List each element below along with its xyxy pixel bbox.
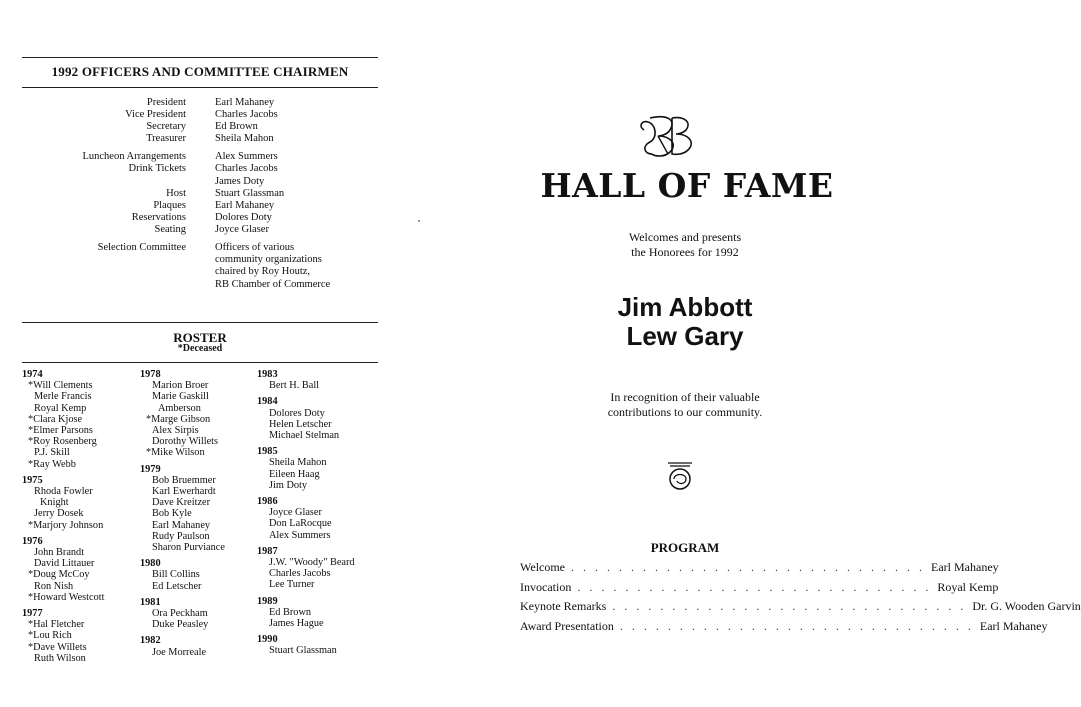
roster-name: Ed Brown [269,606,312,618]
roster-name: Duke Peasley [152,619,209,631]
roster-name: Ed Letscher [152,580,202,592]
dot-leader: . . . . . . . . . . . . . . . . . . . . . . . . . . . . . . [612,599,967,613]
roster-year: 1979 [140,463,161,475]
roster-year: 1980 [140,558,161,570]
program-item-label: Keynote Remarks [520,599,607,613]
program-item-label: Welcome [520,560,566,574]
officer-role: Secretary [146,121,186,132]
roster-name: Alex Summers [269,529,331,541]
program-item [520,619,1048,634]
roster-name: Ora Peckham [152,608,208,620]
roster-name: Jim Doty [269,479,308,491]
roster-name: Joyce Glaser [269,507,322,519]
officer-name: Charles Jacobs [215,163,278,174]
roster-name: *Doug McCoy [28,569,90,581]
honoree-1: Jim Abbott [617,292,753,322]
roster-name: David Littauer [34,558,95,570]
roster-name: Rhoda Fowler [34,486,93,498]
top-rule [22,57,378,58]
welcome-line-2: the Honorees for 1992 [631,245,739,259]
officer-role: Vice President [125,109,186,120]
roster-year: 1976 [22,535,43,547]
roster-name: *Howard Westcott [28,591,105,603]
roster-year: 1983 [257,369,278,380]
roster-name: Joe Morreale [152,646,207,658]
officer-name: Earl Mahaney [215,200,275,211]
roster-year: 1982 [140,635,161,647]
roster-name: James Hague [269,618,324,630]
roster-year: 1975 [22,474,43,486]
roster-bottom-rule [22,362,378,363]
officer-role: Treasurer [146,133,186,144]
roster-name: Rudy Paulson [152,530,210,542]
roster-name: Ron Nish [34,580,74,592]
roster-name: Stuart Glassman [269,645,337,657]
roster-year: 1977 [22,608,43,620]
roster-name: *Roy Rosenberg [28,436,97,448]
officers-title: 1992 OFFICERS AND COMMITTEE CHAIRMEN [51,64,349,79]
roster-name: Dolores Doty [269,407,325,419]
officer-role: Host [166,188,186,199]
recognition-text [540,390,830,420]
officer-name: James Doty [215,176,265,187]
officer-role: Drink Tickets [128,163,186,174]
officer-role: Seating [154,224,186,235]
program-title: PROGRAM [650,540,720,555]
roster-name: *Mike Wilson [146,447,205,459]
program-item [520,599,1081,614]
roster-name: *Will Clements [28,380,93,392]
officer-name: Joyce Glaser [215,224,269,235]
officer-name: Alex Summers [215,151,278,162]
program-item [520,580,999,595]
officer-role: Luncheon Arrangements [82,151,186,162]
honoree-2: Lew Gary [626,321,744,351]
roster-name: *Marjory Johnson [28,519,104,531]
roster-name: P.J. Skill [34,447,70,459]
officer-role: Reservations [131,212,186,223]
officer-name: Stuart Glassman [215,188,285,199]
roster-name: *Ray Webb [28,458,76,470]
roster-year: 1978 [140,369,161,380]
recognition-line-2: contributions to our community. [607,405,763,419]
officer-name: chaired by Roy Houtz, [215,266,311,277]
roster-year: 1981 [140,596,161,608]
program-item-presenter: Earl Mahaney [979,619,1048,633]
roster-name: J.W. "Woody" Beard [269,557,355,569]
roster-name: Sharon Purviance [152,542,225,554]
roster-title: ROSTER [173,330,227,345]
roster-name: Marion Broer [152,380,209,392]
roster-deceased-note: *Deceased [177,343,223,354]
officer-role: Selection Committee [97,242,186,253]
recognition-line-1: In recognition of their valuable [610,390,760,404]
roster-name: Dave Kreitzer [152,497,211,509]
roster-name: *Elmer Parsons [28,425,93,437]
roster-top-rule [22,322,378,323]
officers-title-rule [22,87,378,88]
dot-leader: . . . . . . . . . . . . . . . . . . . . . . . . . . . . . . [571,560,926,574]
roster-name: John Brandt [34,547,85,559]
roster-name: Bob Bruemmer [152,474,216,486]
roster-year: 1989 [257,595,278,607]
officer-name: Ed Brown [215,121,258,132]
roster-name: Amberson [158,402,201,414]
roster-name: Royal Kemp [34,402,87,414]
roster-name: *Marge Gibson [146,413,211,425]
program-item [520,560,999,575]
roster-name: *Clara Kjose [28,413,83,425]
officer-name: community organizations [215,254,322,265]
welcome-line-1: Welcomes and presents [628,230,742,244]
roster-name: Ruth Wilson [34,652,86,664]
roster-name: *Hal Fletcher [28,619,85,631]
roster-name: Don LaRocque [269,518,332,530]
roster-name: Sheila Mahon [269,457,327,469]
roster-name: Earl Mahaney [152,519,211,531]
officer-name: Sheila Mahon [215,133,274,144]
roster-name: Bob Kyle [152,508,192,520]
officer-name: RB Chamber of Commerce [215,279,331,290]
roster-name: Marie Gaskill [152,391,209,403]
roster-name: Bill Collins [152,569,200,581]
roster-name: Merle Francis [34,391,92,403]
roster-name: Bert H. Ball [269,380,320,392]
roster-name: Knight [40,497,69,509]
program-item-presenter: Earl Mahaney [931,560,999,574]
roster-year: 1987 [257,545,278,557]
roster-name: *Lou Rich [28,630,72,642]
hall-of-fame-title: HALL OF FAME [540,166,834,205]
ornament-icon [660,455,700,495]
roster-column-2 [140,369,225,658]
officer-name: Dolores Doty [215,212,272,223]
fold-mark [418,220,420,222]
roster-name: *Dave Willets [28,641,87,653]
officer-role: Plaques [153,200,186,211]
rb-logo [622,110,712,160]
officer-name: Earl Mahaney [215,97,275,108]
roster-column-1 [22,369,104,664]
roster-name: Eileen Haag [269,468,320,480]
roster-name: Karl Ewerhardt [152,486,216,498]
roster-name: Alex Sirpis [152,425,199,437]
roster-year: 1985 [257,446,278,458]
welcome-text [540,230,830,260]
roster-name: Lee Turner [269,579,315,591]
roster-year: 1984 [257,396,278,408]
roster-name: Michael Stelman [269,430,340,442]
roster-year: 1974 [22,369,43,380]
officer-role: President [146,97,186,108]
roster-year: 1990 [257,634,278,646]
program-item-presenter: Dr. G. Wooden Garvin [972,599,1081,613]
roster-column-3 [257,369,355,657]
roster-year: 1986 [257,496,278,508]
officer-name: Officers of various [215,242,295,253]
roster-name: Dorothy Willets [152,436,219,448]
program-item-label: Award Presentation [520,619,614,633]
dot-leader: . . . . . . . . . . . . . . . . . . . . . . . . . . . . . . [619,619,974,633]
officer-name: Charles Jacobs [215,109,278,120]
roster-name: Jerry Dosek [34,508,84,520]
program-item-label: Invocation [520,580,572,594]
roster-name: Charles Jacobs [269,568,331,580]
dot-leader: . . . . . . . . . . . . . . . . . . . . . . . . . . . . . . [577,580,932,594]
roster-name: Helen Letscher [269,418,332,430]
program-item-presenter: Royal Kemp [937,580,999,594]
